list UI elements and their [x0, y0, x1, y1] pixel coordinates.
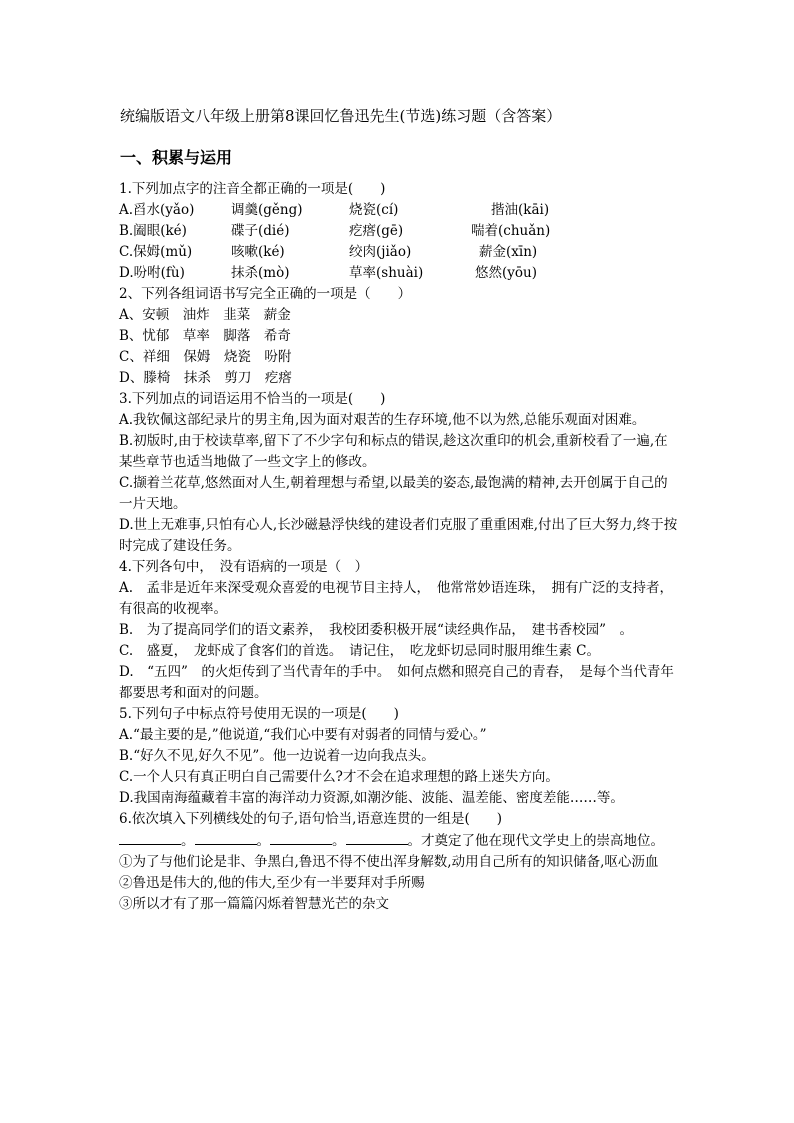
option-cell: 烧瓷(cí)	[349, 202, 399, 218]
blank-separator: 。	[256, 833, 270, 849]
option-cell: 抹杀(mò)	[231, 265, 290, 281]
option-cell: 调羹(gěng)	[231, 202, 303, 218]
question-2-option-b: B、忧郁 草率 脚落 希奇	[119, 328, 291, 344]
question-4-option-b: B. 为了提高同学们的语文素养， 我校团委积极开展“读经典作品， 建书香校园” 。	[119, 622, 634, 638]
question-3-stem: 3.下列加点的词语运用不恰当的一项是( )	[119, 391, 386, 407]
question-4-option-d: D. “五四” 的火炬传到了当代青年的手中。 如何点燃和照亮自己的青春， 是每个当代青年都要思考和面对的问题。	[119, 664, 674, 701]
question-3-option-c: C.撷着兰花草,悠然面对人生,朝着理想与希望,以最美的姿态,最饱满的精神,去开创属于自己的一片天地。	[119, 475, 668, 512]
question-4-option-c: C. 盛夏， 龙虾成了食客们的首选。 请记住， 吃龙虾切忌同时服用维生素 C。	[119, 643, 601, 659]
question-2-stem: 2、下列各组词语书写完全正确的一项是（ ）	[119, 286, 412, 302]
question-4-stem: 4.下列各句中， 没有语病的一项是（ ）	[119, 559, 369, 575]
question-5-option-b: B.“好久不见,好久不见”。他一边说着一边向我点头。	[119, 748, 435, 764]
question-6-tail: 。才奠定了他在现代文学史上的崇高地位。	[407, 833, 664, 849]
question-6-sentence-1: ①为了与他们论是非、争黑白,鲁迅不得不使出浑身解数,动用自己所有的知识储备,呕心沥血	[119, 854, 659, 870]
option-cell: 揩油(kāi)	[491, 202, 550, 218]
option-cell: 疙瘩(gē)	[349, 223, 404, 239]
fill-blank[interactable]	[119, 830, 181, 845]
question-1-option-a	[119, 200, 679, 221]
question-6-sentence-2: ②鲁迅是伟大的,他的伟大,至少有一半要拜对手所赐	[119, 875, 425, 891]
option-cell: A.舀水(yǎo)	[119, 202, 195, 218]
question-1-option-c	[119, 242, 679, 263]
option-cell: 咳嗽(ké)	[231, 244, 285, 260]
question-5-option-a: A.“最主要的是,”他说道,“我们心中要有对弱者的同情与爱心。”	[119, 727, 487, 743]
question-6-blank-line	[119, 830, 679, 852]
fill-blank[interactable]	[346, 830, 408, 845]
option-cell: 喘着(chuǎn)	[471, 223, 551, 239]
fill-blank[interactable]	[270, 830, 332, 845]
question-body	[119, 179, 679, 915]
document-title: 统编版语文八年级上册第8课回忆鲁迅先生(节选)练习题（含答案）	[120, 107, 562, 125]
question-5-option-c: C.一个人只有真正明白自己需要什么?才不会在追求理想的路上迷失方向。	[119, 769, 559, 785]
question-3-option-d: D.世上无难事,只怕有心人,长沙磁悬浮快线的建设者们克服了重重困难,付出了巨大努力,终于按时完成了建设任务。	[119, 517, 678, 554]
option-cell: D.吩咐(fù)	[119, 265, 185, 281]
question-3-option-b: B.初版时,由于校读草率,留下了不少字句和标点的错误,趁这次重印的机会,重新校看了一遍,在某些章节也适当地做了一些文字上的修改。	[119, 433, 668, 470]
option-cell: C.保姆(mǔ)	[119, 244, 193, 260]
option-cell: 薪金(xīn)	[479, 244, 538, 260]
question-6-sentence-3: ③所以才有了那一篇篇闪烁着智慧光芒的杂文	[119, 896, 389, 912]
question-3-option-a: A.我钦佩这部纪录片的男主角,因为面对艰苦的生存环境,他不以为然,总能乐观面对困难。	[119, 412, 646, 428]
option-cell: 绞肉(jiǎo)	[349, 244, 412, 260]
question-5-stem: 5.下列句子中标点符号使用无误的一项是( )	[119, 706, 399, 722]
option-cell: 碟子(dié)	[231, 223, 290, 239]
section-heading: 一、积累与运用	[120, 148, 233, 167]
option-cell: 草率(shuài)	[349, 265, 424, 281]
question-6-stem: 6.依次填入下列横线处的句子,语句恰当,语意连贯的一组是( )	[119, 811, 502, 827]
blank-separator: 。	[181, 833, 195, 849]
question-1-option-d	[119, 263, 679, 284]
blank-separator: 。	[332, 833, 346, 849]
question-2-option-d: D、滕椅 抹杀 剪刀 疙瘩	[119, 370, 292, 386]
question-2-option-a: A、安顿 油炸 韭菜 薪金	[119, 307, 291, 323]
question-2-option-c: C、祥细 保姆 烧瓷 吩附	[119, 349, 292, 365]
question-5-option-d: D.我国南海蕴藏着丰富的海洋动力资源,如潮汐能、波能、温差能、密度差能……等。	[119, 790, 624, 806]
option-cell: 悠然(yōu)	[475, 265, 537, 281]
option-cell: B.阖眼(ké)	[119, 223, 187, 239]
question-4-option-a: A. 孟非是近年来深受观众喜爱的电视节目主持人， 他常常妙语连珠， 拥有广泛的支持者， 有很高的收视率。	[119, 580, 680, 617]
question-1-stem: 1.下列加点字的注音全都正确的一项是( )	[119, 181, 386, 197]
question-1-option-b	[119, 221, 679, 242]
fill-blank[interactable]	[195, 830, 257, 845]
